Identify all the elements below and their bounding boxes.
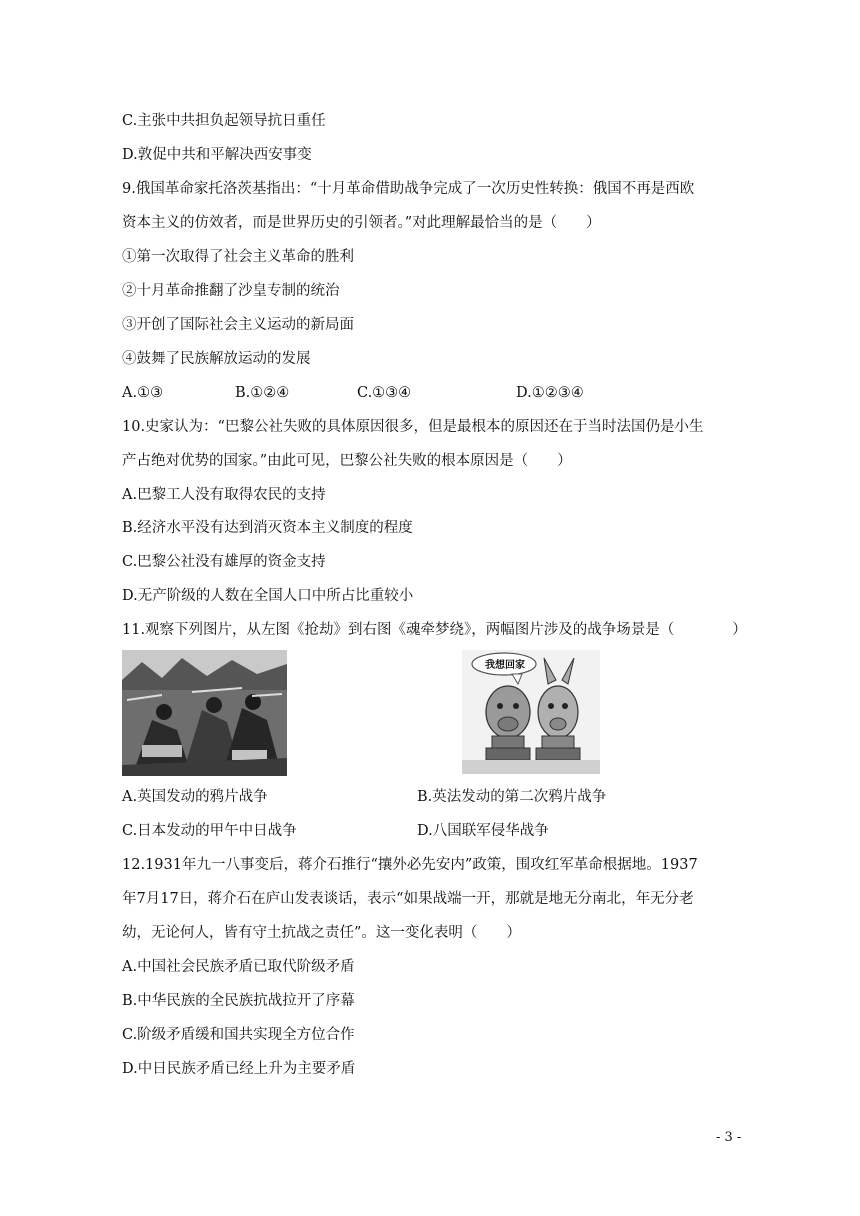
q10-stem-line-1: 10.史家认为：“巴黎公社失败的具体原因很多，但是最根本的原因还在于当时法国仍是小生 [122,419,704,435]
q11-option-b: B.英法发动的第二次鸦片战争 [417,789,607,805]
q8-option-d: D.敦促中共和平解决西安事变 [122,147,312,163]
q9-option-c: C.①③④ [357,385,412,401]
q9-option-d: D.①②③④ [516,385,584,401]
q9-stem-line-2: 资本主义的仿效者，而是世界历史的引领者。”对此理解最恰当的是（ ） [122,215,601,231]
q12-option-a: A.中国社会民族矛盾已取代阶级矛盾 [122,959,355,975]
looting-illustration [122,650,287,776]
q11-option-d: D.八国联军侵华战争 [417,823,549,839]
q9-item-3: ③开创了国际社会主义运动的新局面 [122,317,354,333]
q10-option-d: D.无产阶级的人数在全国人口中所占比重较小 [122,588,414,604]
q12-option-b: B.中华民族的全民族抗战拉开了序幕 [122,993,355,1009]
q10-stem-line-2: 产占绝对优势的国家。”由此可见，巴黎公社失败的根本原因是（ ） [122,453,572,469]
speech-bubble-text: 我想回家 [485,660,525,671]
q9-item-4: ④鼓舞了民族解放运动的发展 [122,351,311,367]
q9-option-b: B.①②④ [235,385,290,401]
page-number: - 3 - [716,1130,742,1145]
q11-option-a: A.英国发动的鸦片战争 [122,789,268,805]
q11-option-c: C.日本发动的甲午中日战争 [122,823,297,839]
q11-stem: 11.观察下列图片，从左图《抢劫》到右图《魂牵梦绕》，两幅图片涉及的战争场景是（ ） [122,622,747,638]
q9-item-2: ②十月革命推翻了沙皇专制的统治 [122,283,340,299]
q10-option-c: C.巴黎公社没有雄厚的资金支持 [122,554,326,570]
q8-option-c: C.主张中共担负起领导抗日重任 [122,113,326,129]
zodiac-heads-illustration [462,650,600,774]
q12-stem-line-2: 年7月17日，蒋介石在庐山发表谈话，表示“如果战端一开，那就是地无分南北，年无分老 [122,891,694,907]
q12-stem-line-1: 12.1931年九一八事变后，蒋介石推行“攘外必先安内”政策，围攻红军革命根据地。1937 [122,857,698,873]
q9-stem-line-1: 9.俄国革命家托洛茨基指出：“十月革命借助战争完成了一次历史性转换：俄国不再是西欧 [122,181,695,197]
q9-item-1: ①第一次取得了社会主义革命的胜利 [122,249,354,265]
q10-option-a: A.巴黎工人没有取得农民的支持 [122,487,326,503]
q12-option-d: D.中日民族矛盾已经上升为主要矛盾 [122,1061,356,1077]
q9-option-a: A.①③ [122,385,164,401]
q12-stem-line-3: 幼，无论何人，皆有守土抗战之责任”。这一变化表明（ ） [122,925,521,941]
q10-option-b: B.经济水平没有达到消灭资本主义制度的程度 [122,520,413,536]
q12-option-c: C.阶级矛盾缓和国共实现全方位合作 [122,1027,355,1043]
